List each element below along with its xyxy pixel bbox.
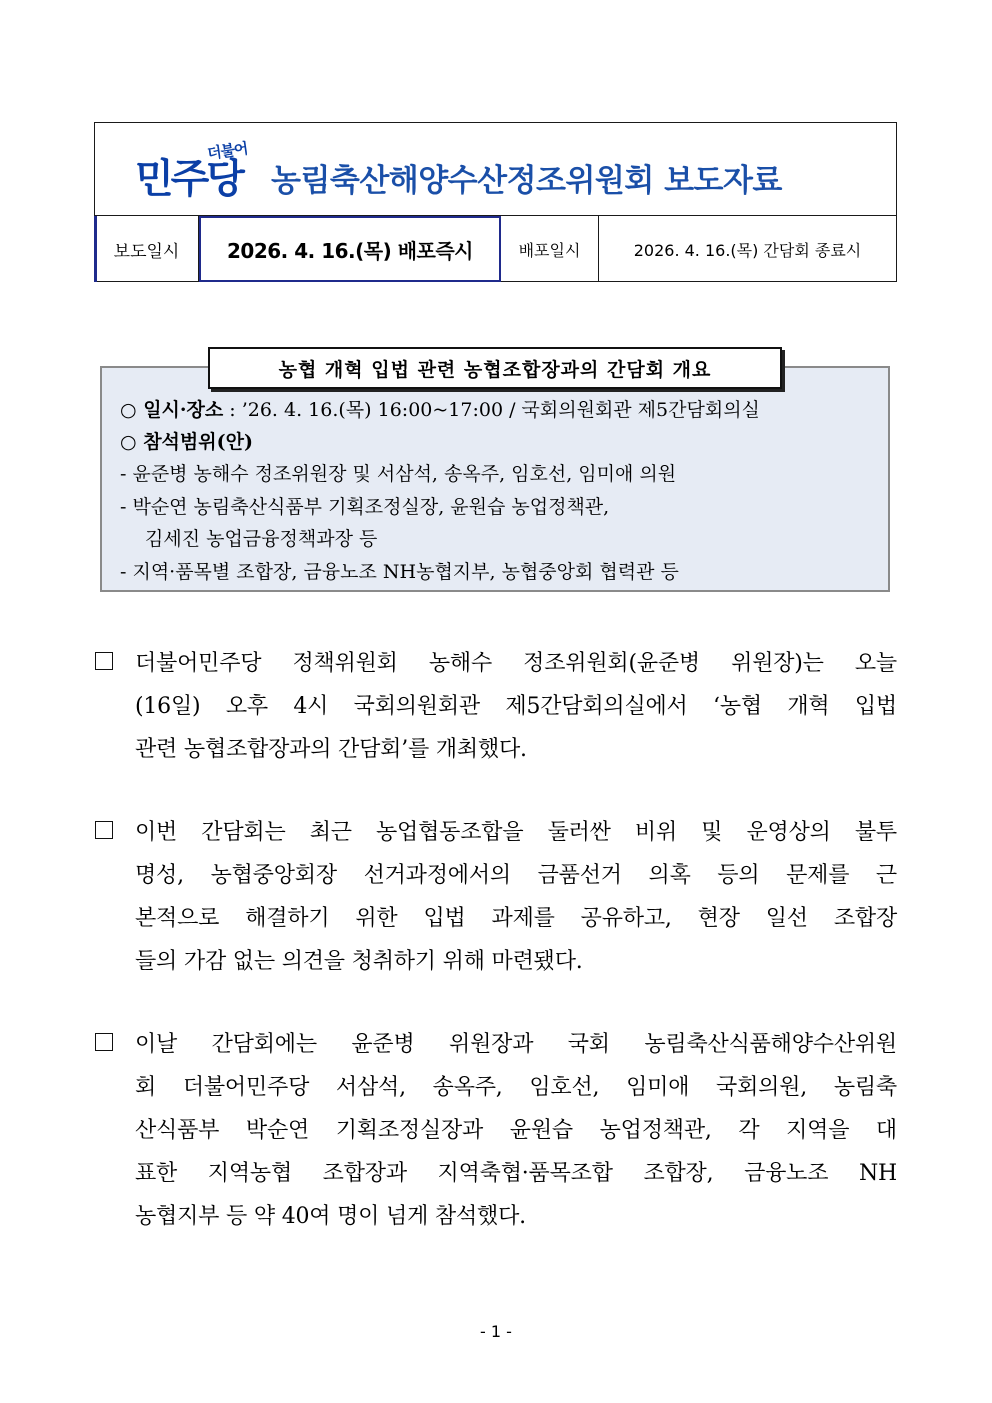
report-date-label: 보도일시: [95, 216, 199, 282]
paragraph-line: 표한 지역농협 조합장과 지역축협·품목조합 조합장, 금융노조 NH: [135, 1161, 897, 1186]
overview-attendee-item: 김세진 농업금융정책과장 등: [145, 528, 378, 550]
paragraph-line: 본적으로 해결하기 위한 입법 과제를 공유하고, 현장 일선 조합장: [135, 906, 897, 931]
checkbox-bullet-icon: [95, 1033, 113, 1051]
checkbox-bullet-icon: [95, 821, 113, 839]
report-date-value: 2026. 4. 16.(목) 배포즉시: [199, 216, 501, 282]
paragraph-line: 관련 농협조합장과의 간담회’를 개최했다.: [135, 737, 527, 762]
release-date-value: 2026. 4. 16.(목) 간담회 종료시: [633, 240, 862, 260]
release-date-label: 배포일시: [501, 216, 599, 282]
press-release-header: [94, 122, 897, 282]
paragraph-line: 산식품부 박순연 기획조정실장과 윤원습 농업정책관, 각 지역을 대: [135, 1118, 897, 1143]
logo-small-text: 더불어: [206, 139, 249, 163]
overview-attendee-item: - 박순연 농림축산식품부 기획조정실장, 윤원습 농업정책관,: [120, 496, 610, 518]
date-info-row: [95, 216, 896, 282]
paragraph-text: [135, 642, 897, 771]
paragraph-line: 더불어민주당 정책위원회 농해수 정조위원회(윤준병 위원장)는 오늘: [135, 651, 897, 676]
title-row: [95, 123, 896, 216]
paragraph-text: [135, 1023, 897, 1238]
paragraph-line: 농협지부 등 약 40여 명이 넘게 참석했다.: [135, 1204, 526, 1229]
paragraph-line: 이번 간담회는 최근 농업협동조합을 둘러싼 비위 및 운영상의 불투: [135, 820, 897, 845]
overview-attendee-item: - 지역·품목별 조합장, 금융노조 NH농협지부, 농협중앙회 협력관 등: [120, 561, 679, 583]
paragraph-line: 회 더불어민주당 서삼석, 송옥주, 임호선, 임미애 국회의원, 농림축: [135, 1075, 897, 1100]
datetime-label: ○ 일시·장소: [120, 399, 224, 421]
paragraph-line: (16일) 오후 4시 국회의원회관 제5간담회의실에서 ‘농협 개혁 입법: [135, 694, 897, 719]
datetime-value: : ’26. 4. 16.(목) 16:00~17:00 / 국회의원회관 제5간담회의실: [223, 399, 760, 421]
overview-attendees-label: ○ 참석범위(안): [120, 431, 253, 453]
paragraph-line: 명성, 농협중앙회장 선거과정에서의 금품선거 의혹 등의 문제를 근: [135, 863, 897, 888]
page-number: - 1 -: [480, 1322, 512, 1341]
party-logo: [135, 139, 251, 207]
overview-attendee-item: - 윤준병 농해수 정조위원장 및 서삼석, 송옥주, 임호선, 임미애 의원: [120, 463, 677, 485]
overview-title: 농협 개혁 입법 관련 농협조합장과의 간담회 개요: [208, 347, 782, 389]
logo-big-text: 민주당: [135, 156, 242, 202]
paragraph-line: 들의 가감 없는 의견을 청취하기 위해 마련됐다.: [135, 949, 583, 974]
paragraph-text: [135, 811, 897, 983]
checkbox-bullet-icon: [95, 652, 113, 670]
overview-datetime: [120, 397, 760, 423]
document-title: 농림축산해양수산정조위원회 보도자료: [271, 163, 782, 199]
paragraph-line: 이날 간담회에는 윤준병 위원장과 국회 농림축산식품해양수산위원: [135, 1032, 897, 1057]
